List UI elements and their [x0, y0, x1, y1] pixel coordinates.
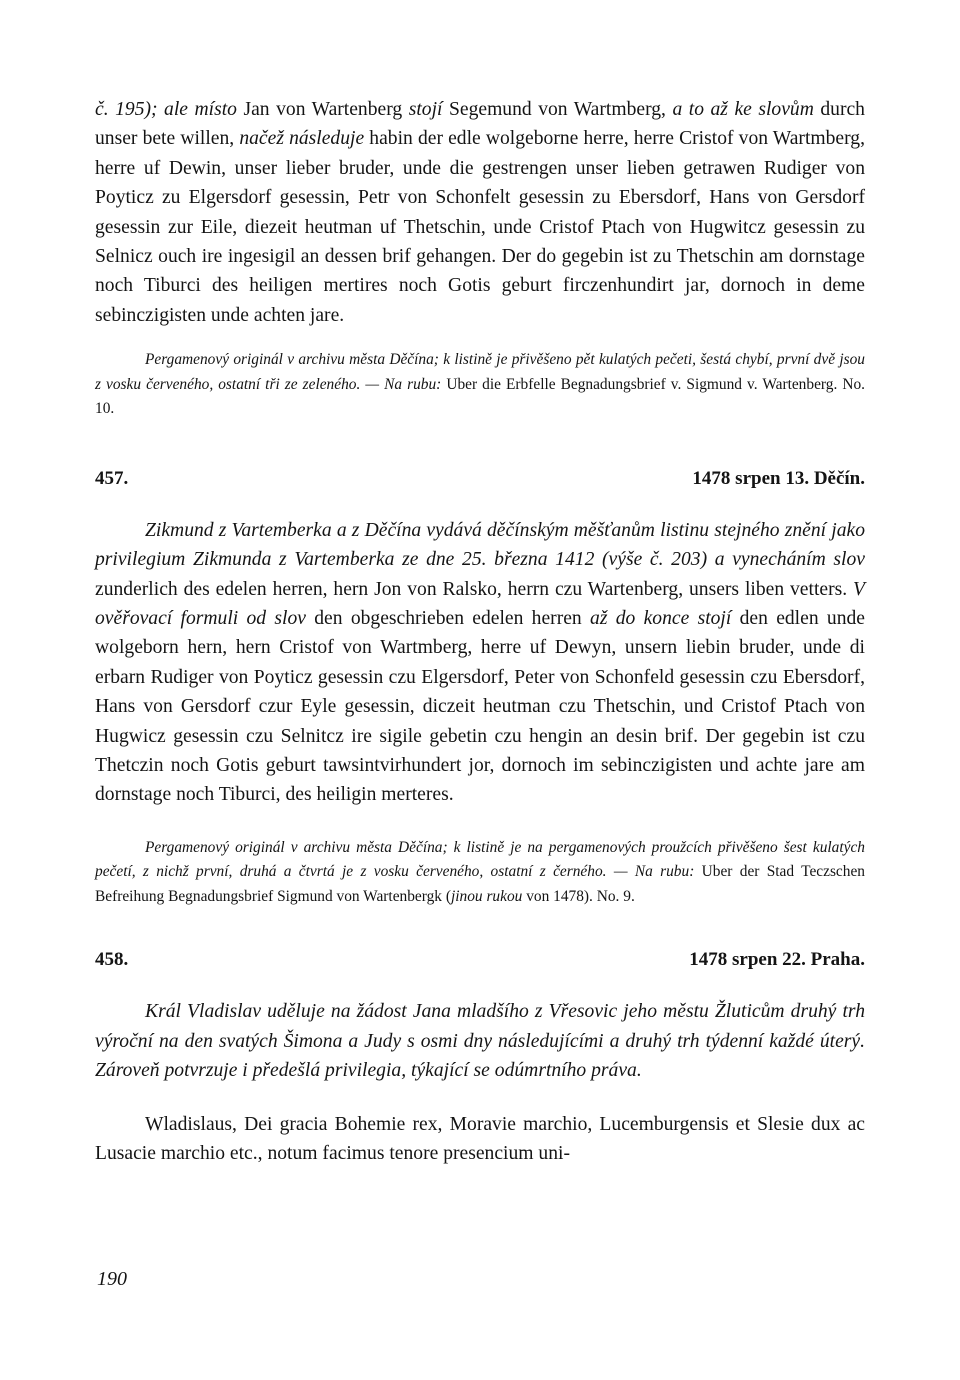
italic-text: Pergamenový originál v archivu města Děčína; k listině je na pergamenových proužcích přivěšeno šest kulatých pečetí, z nichž první, druhá a čtvrtá je z vosku červeného, ostatní z černého. — Na rubu: [95, 838, 865, 881]
archive-note [95, 836, 865, 910]
document-date-place: 1478 srpen 13. Děčín. [692, 467, 865, 489]
italic-text: Zikmund z Vartemberka a z Děčína vydává děčínským měšťanům listinu stejného znění jako privilegium Zikmunda z Vartemberka ze dne 25. března 1412 (výše č. 203) a vynecháním slov [95, 519, 865, 571]
italic-text: jinou rukou [450, 887, 523, 905]
document-heading [95, 949, 865, 971]
page-number: 190 [97, 1268, 127, 1290]
document-number: 457. [95, 467, 129, 489]
body-text: den obgeschrieben edelen herren [305, 607, 591, 629]
document-number: 458. [95, 949, 129, 971]
archive-note [95, 348, 865, 422]
body-text: Jan von Wartenberg [236, 99, 409, 120]
document-text: Wladislaus, Dei gracia Bohemie rex, Moravie marchio, Lucemburgensis et Slesie dux ac Lusacie marchio etc., notum facimus tenore presencium uni- [95, 1113, 865, 1164]
italic-text: až do konce stojí [590, 607, 732, 629]
body-text: Uber der Stad Teczschen Befreihung Begnadungsbrief Sigmund von Wartenbergk ( [95, 863, 865, 905]
body-text: Segemund von Wartmberg, [442, 99, 673, 120]
page-body [95, 95, 865, 1168]
body-text: Uber die Erbfelle Begnadungsbrief v. Sigmund v. Wartenberg. No. 10. [95, 375, 865, 418]
italic-text: načež následuje [239, 128, 365, 150]
document-date-place: 1478 srpen 22. Praha. [689, 949, 865, 971]
body-text: durch unser bete willen, [95, 99, 865, 150]
body-text: zunderlich des edelen herren, hern Jon von Ralsko, herrn czu Wartenberg, unsers liben vetters. [95, 578, 854, 600]
italic-text: č. 195); ale místo [95, 99, 237, 120]
continuation-paragraph [95, 95, 865, 330]
italic-text: a to až ke slovům [672, 99, 814, 120]
italic-text: stojí [408, 99, 443, 120]
body-text: von 1478). No. 9. [522, 887, 635, 905]
body-text: den edlen unde wolgeborn hern, hern Cristof von Wartmberg, herre uf Dewyn, unsern liebin bruder, unde di erbarn Rudiger von Poyticz gesessin czu Elgersdorf, Peter von Schonfeld gesessin czu Ebersdorf, Hans von Gersdorf czur Eyle gesessin, diczeit heutman czu Thetschin, und Cristof Ptach von Hugwicz gesessin czu Selnitcz ire sigile gebetin czu hengin an desin brif. Der gegebin ist czu Thetczin noch Gotis geburt tawsintvirhundert jor, dornoch im sebinczigisten und achte jare am dornstage noch Tiburci, des heiligin merteres. [95, 607, 865, 806]
regest-paragraph: Král Vladislav uděluje na žádost Jana mladšího z Vřesovic jeho městu Žluticům druhý trh výroční na den svatých Šimona a Judy s osmi dny následujícími a druhý trh týdenní každé úterý. Zároveň potvrzuje i předešlá privilegia, týkající se odúmrtního práva. [95, 1001, 865, 1082]
body-text: habin der edle wolgeborne herre, herre Cristof von Wartmberg, herre uf Dewin, unser lieber bruder, unde die gestrengen unser lieben getrawen Rudiger von Poyticz zu Elgersdorf gesessin, Petr von Schonfelt gesessin zu Ebersdorf, Hans von Gersdorf gesessin zur Eile, diezeit heutman uf Thetschin, unde Cristof Ptach von Hugwitcz gesessin zu Selnicz ouch ire ingesigil an dessen brif gehangen. Der do gegebin ist zu Thetschin am dornstage noch Tiburci des heiligen mertires noch Gotis geburt firczenhundirt jar, dornoch in deme sebinczigisten unde achten jare. [95, 128, 865, 326]
regest-paragraph [95, 516, 865, 810]
italic-text: V ověřovací formuli od slov [95, 578, 865, 629]
italic-text: Pergamenový originál v archivu města Děčína; k listině je přivěšeno pět kulatých pečeti, šestá chybí, první dvě jsou z vosku červeného, ostatní tři ze zeleného. — Na rubu: [95, 351, 865, 393]
document-heading [95, 468, 865, 490]
